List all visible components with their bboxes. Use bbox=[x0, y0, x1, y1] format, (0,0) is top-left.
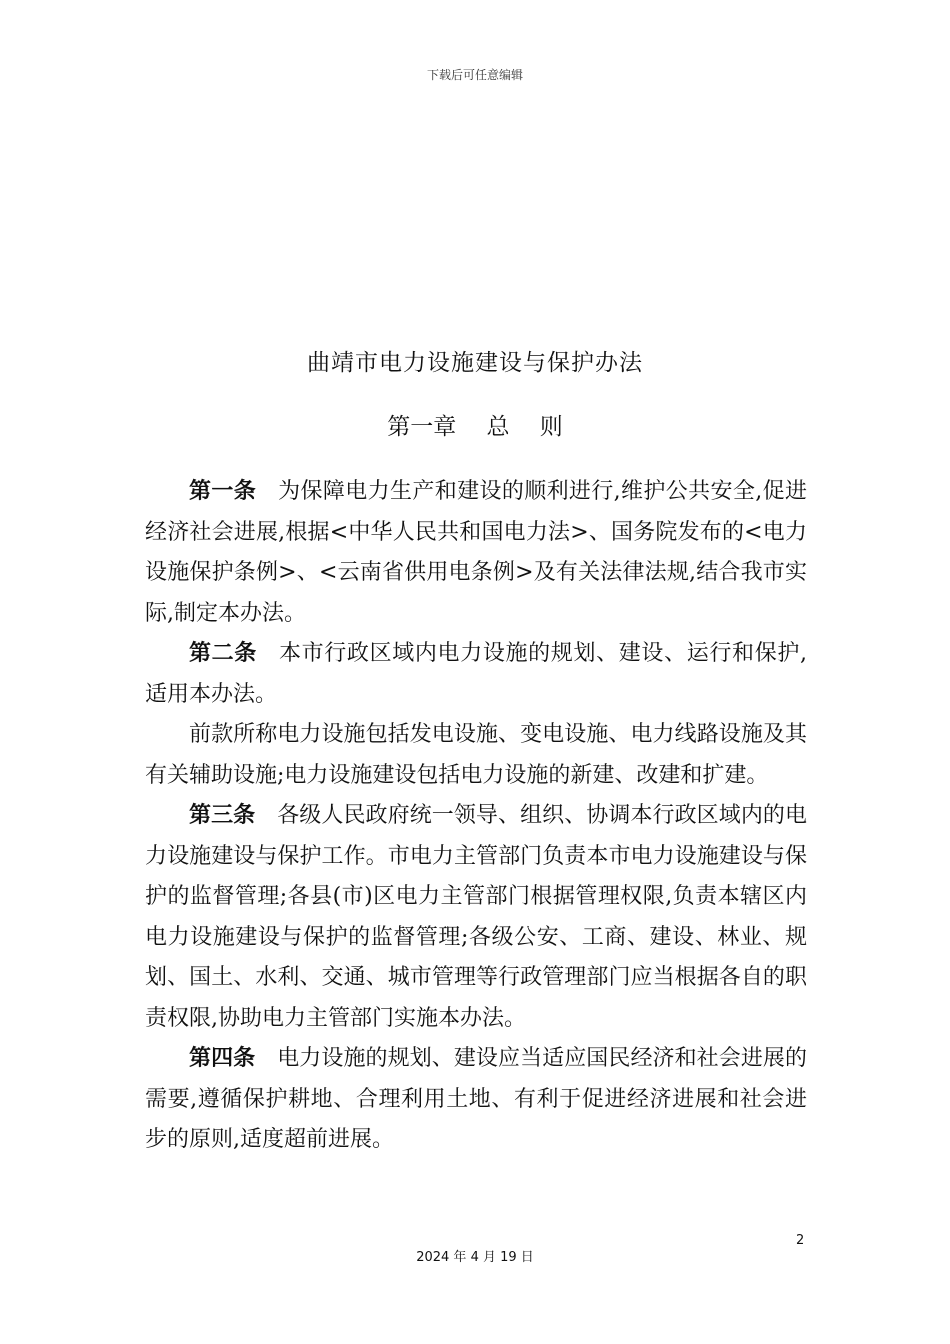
article-3-text: 各级人民政府统一领导、组织、协调本行政区域内的电力设施建设与保护工作。市电力主管部门负责本市电力设施建设与保护的监督管理;各县(市)区电力主管部门根据管理权限,负责本辖区内电力设施建设与保护的监督管理;各级公安、工商、建设、林业、规划、国土、水利、交通、城市管理等行政管理部门应当根据各自的职责权限,协助电力主管部门实施本办法。 bbox=[145, 803, 807, 1031]
article-2-continuation-paragraph bbox=[145, 715, 807, 796]
header-note: 下载后可任意编辑 bbox=[426, 68, 523, 82]
article-4-paragraph bbox=[145, 1039, 807, 1161]
article-2-label: 第二条 bbox=[189, 641, 257, 666]
chapter-title: 第一章 总 则 bbox=[387, 414, 563, 440]
article-2-continuation-text: 前款所称电力设施包括发电设施、变电设施、电力线路设施及其有关辅助设施;电力设施建设包括电力设施的新建、改建和扩建。 bbox=[145, 722, 807, 788]
document-body bbox=[145, 472, 807, 1161]
page-number: 2 bbox=[796, 1233, 805, 1248]
article-2-paragraph bbox=[145, 634, 807, 715]
article-1-label: 第一条 bbox=[189, 479, 257, 504]
article-1-paragraph bbox=[145, 472, 807, 634]
article-3-label: 第三条 bbox=[189, 803, 256, 828]
article-2-text: 本市行政区域内电力设施的规划、建设、运行和保护,适用本办法。 bbox=[145, 641, 807, 707]
article-4-label: 第四条 bbox=[189, 1046, 256, 1071]
article-3-paragraph bbox=[145, 796, 807, 1039]
article-1-text: 为保障电力生产和建设的顺利进行,维护公共安全,促进经济社会进展,根据<中华人民共和国电力法>、国务院发布的<电力设施保护条例>、<云南省供用电条例>及有关法律法规,结合我市实际,制定本办法。 bbox=[145, 479, 807, 626]
article-4-text: 电力设施的规划、建设应当适应国民经济和社会进展的需要,遵循保护耕地、合理利用土地、有利于促进经济进展和社会进步的原则,适度超前进展。 bbox=[145, 1046, 807, 1152]
footer-date: 2024 年 4 月 19 日 bbox=[416, 1250, 534, 1265]
document-title: 曲靖市电力设施建设与保护办法 bbox=[307, 350, 643, 376]
